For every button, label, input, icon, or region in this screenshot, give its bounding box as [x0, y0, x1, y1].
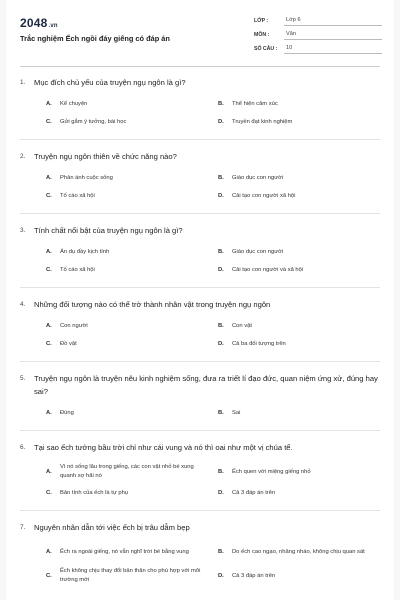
question-block [20, 372, 380, 422]
answer-option[interactable] [218, 95, 390, 113]
question-heading [20, 521, 380, 534]
option-text: Bản tính của ếch là tự phụ [60, 490, 129, 496]
option-letter: A. [46, 548, 52, 555]
question-divider [20, 361, 380, 362]
option-text: Cải tạo con người và xã hội [232, 267, 304, 273]
question-divider [20, 510, 380, 511]
question-number: 5. [20, 375, 26, 382]
question-text: Tính chất nổi bật của truyện ngụ ngôn là gì? [34, 226, 183, 235]
question-text: Truyện ngụ ngôn thiên về chức năng nào? [34, 152, 177, 161]
option-text: Ếch ra ngoài giếng, nó vẫn nghĩ trời bé bằng vung [60, 548, 189, 555]
answer-options [46, 95, 380, 131]
header-divider [20, 66, 380, 67]
question-heading [20, 372, 380, 398]
option-text: Tố cáo xã hội [60, 267, 95, 273]
meta-value: Văn [284, 31, 382, 40]
answer-option[interactable] [46, 335, 218, 353]
answer-option[interactable] [46, 540, 218, 564]
option-letter: C. [46, 490, 52, 496]
meta-label: MÔN : [254, 32, 270, 38]
option-text: Sai [232, 410, 241, 416]
option-text: Gửi gắm ý tưởng, bài học [60, 119, 127, 125]
option-text: Giáo dục con người [232, 249, 284, 255]
option-text: Phản ánh cuộc sống [60, 175, 113, 181]
answer-options [46, 460, 380, 502]
option-letter: A. [46, 410, 52, 416]
answer-option[interactable] [46, 564, 218, 588]
meta-row-count [254, 40, 382, 54]
answer-option[interactable] [218, 261, 390, 279]
option-letter: D. [218, 267, 224, 273]
option-letter: A. [46, 101, 52, 107]
question-heading [20, 150, 380, 163]
question-heading [20, 298, 380, 311]
site-logo[interactable] [20, 16, 58, 30]
option-letter: B. [218, 410, 224, 416]
option-letter: A. [46, 468, 52, 475]
question-divider [20, 287, 380, 288]
option-letter: D. [218, 193, 224, 199]
question-heading [20, 224, 380, 237]
answer-option[interactable] [46, 460, 218, 484]
answer-option[interactable] [46, 243, 218, 261]
option-letter: A. [46, 323, 52, 329]
option-letter: C. [46, 119, 52, 125]
option-letter: D. [218, 341, 224, 347]
answer-options [46, 540, 380, 588]
question-block [20, 150, 380, 205]
option-letter: B. [218, 468, 224, 475]
answer-option[interactable] [218, 317, 390, 335]
option-text: Vì nó sống lâu trong giếng, các con vật nhỏ bé xung quanh sợ hãi nó [60, 464, 194, 479]
answer-option[interactable] [46, 261, 218, 279]
answer-option[interactable] [218, 169, 390, 187]
option-text: Truyền đạt kinh nghiệm [232, 119, 293, 125]
option-letter: B. [218, 548, 224, 555]
question-number: 2. [20, 153, 26, 160]
answer-option[interactable] [218, 460, 390, 484]
answer-option[interactable] [46, 169, 218, 187]
option-text: Con vật [232, 323, 252, 329]
option-text: Ếch không chịu thay đổi bản thân cho phù hợp với môi trường mới [60, 568, 201, 583]
meta-row-subject [254, 26, 382, 40]
answer-options [46, 404, 380, 422]
option-text: Giáo dục con người [232, 175, 284, 181]
page-header [6, 0, 394, 58]
question-text: Nguyên nhân dẫn tới việc ếch bị trâu dẫm bẹp [34, 523, 190, 532]
option-text: Con người [60, 323, 88, 329]
question-divider [20, 430, 380, 431]
question-divider [20, 139, 380, 140]
option-letter: C. [46, 572, 52, 579]
option-text: Đồ vật [60, 341, 77, 347]
option-letter: B. [218, 249, 224, 255]
question-number: 6. [20, 444, 26, 451]
option-letter: A. [46, 175, 52, 181]
option-text: Thể hiện cảm xúc [232, 101, 278, 107]
answer-option[interactable] [46, 113, 218, 131]
option-text: Kể chuyện [60, 101, 88, 107]
option-letter: D. [218, 119, 224, 125]
question-number: 3. [20, 227, 26, 234]
question-text: Những đối tượng nào có thể trở thành nhân vật trong truyện ngụ ngôn [34, 300, 271, 309]
question-number: 4. [20, 301, 26, 308]
option-letter: B. [218, 101, 224, 107]
option-text: Cả ba đối tượng trên [232, 341, 286, 347]
question-heading [20, 76, 380, 89]
answer-option[interactable] [218, 335, 390, 353]
question-block [20, 441, 380, 502]
question-list [6, 76, 394, 588]
question-divider [20, 213, 380, 214]
document-title: Trắc nghiệm Ếch ngồi đáy giếng có đáp án [20, 34, 170, 43]
meta-label: LỚP : [254, 18, 269, 24]
meta-value: Lớp 6 [284, 17, 382, 26]
meta-table [254, 12, 382, 54]
meta-label: SỐ CÂU : [254, 46, 278, 52]
question-block [20, 76, 380, 131]
question-block [20, 298, 380, 353]
quiz-page [6, 0, 394, 600]
meta-row-class [254, 12, 382, 26]
answer-option[interactable] [46, 404, 218, 422]
option-text: Ếch quen với miệng giếng nhỏ [232, 468, 311, 475]
logo-suffix: .vn [48, 23, 58, 29]
answer-option[interactable] [218, 113, 390, 131]
logo-main: 2048 [20, 16, 48, 30]
option-text: Cả 3 đáp án trên [232, 572, 276, 579]
option-text: Cả 3 đáp án trên [232, 490, 276, 496]
answer-option[interactable] [218, 564, 390, 588]
option-letter: C. [46, 341, 52, 347]
meta-value: 10 [284, 45, 382, 54]
option-text: Tố cáo xã hội [60, 193, 95, 199]
answer-option[interactable] [218, 484, 390, 502]
answer-option[interactable] [218, 540, 390, 564]
answer-option[interactable] [46, 187, 218, 205]
option-letter: C. [46, 193, 52, 199]
option-text: Do ếch cao ngạo, nhâng nháo, không chịu quan sát [232, 548, 365, 555]
answer-option[interactable] [218, 187, 390, 205]
option-letter: D. [218, 490, 224, 496]
answer-options [46, 169, 380, 205]
option-letter: D. [218, 572, 224, 579]
option-letter: C. [46, 267, 52, 273]
question-text: Tại sao ếch tưởng bầu trời chỉ như cái vung và nó thì oai như một vị chúa tể. [34, 443, 293, 452]
option-text: Cải tạo con người xã hội [232, 193, 296, 199]
question-number: 1. [20, 79, 26, 86]
option-letter: B. [218, 175, 224, 181]
option-text: Đúng [60, 410, 74, 416]
answer-option[interactable] [218, 243, 390, 261]
question-text: Mục đích chủ yếu của truyện ngụ ngôn là gì? [34, 78, 186, 87]
question-heading [20, 441, 380, 454]
answer-option[interactable] [218, 404, 390, 422]
answer-options [46, 243, 380, 279]
answer-option[interactable] [46, 95, 218, 113]
question-number: 7. [20, 524, 26, 531]
answer-option[interactable] [46, 484, 218, 502]
answer-option[interactable] [46, 317, 218, 335]
option-letter: B. [218, 323, 224, 329]
answer-options [46, 317, 380, 353]
option-letter: A. [46, 249, 52, 255]
question-block [20, 521, 380, 588]
question-block [20, 224, 380, 279]
option-text: Ẩn dụ đầy kịch tính [60, 249, 110, 255]
question-text: Truyện ngụ ngôn là truyện nêu kinh nghiệm sống, đưa ra triết lí đạo đức, quan niệm ứng xử, đúng hay sai? [34, 374, 378, 396]
